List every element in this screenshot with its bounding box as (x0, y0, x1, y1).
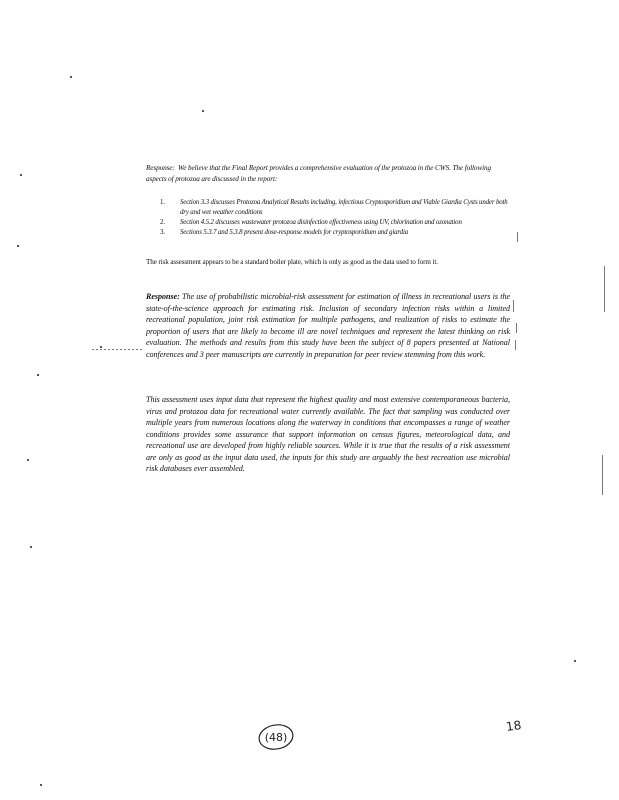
response-paragraph-2 (146, 291, 510, 360)
list-number: 3. (160, 228, 165, 236)
corner-mark: 18 (505, 718, 523, 734)
list-item (160, 218, 512, 228)
scan-speck (27, 459, 29, 461)
page-number-stamp (256, 722, 296, 752)
response-text: The use of probabilistic microbial-risk assessment for estimation of illness in recreational users is the state-of-the-science approach for estimating risk. Inclusion of secondary infection risks within a limited recreational population, joint risk estimation for multiple pathogens, and realization of risks to estimate the proportion of users that are likely to become ill are novel techniques and represent the latest thinking on risk evaluation. The methods and results from this study have been the subject of 8 papers presented at National conferences and 3 peer manuscripts are currently in preparation for peer review stemming from this work. (146, 292, 510, 359)
list-number: 1. (160, 199, 165, 206)
list-item (160, 228, 512, 238)
list-text: Section 3.3 discusses Protozoa Analytical Results including, infectious Cryptosporidium and Viable Giardia Cysts under both dry and wet weather conditions (180, 199, 508, 216)
section-list (160, 198, 512, 238)
response-label: Response: (146, 164, 175, 172)
assessment-paragraph: This assessment uses input data that represent the highest quality and most extensive contemporaneous bacteria, virus and protozoa data for recreational water currently available. The fact that sampling was conducted over multiple years from numerous locations along the waterway in conditions that encompasses a range of weather conditions provides some assurance that support information on census figures, meteorological data, and recreational use are developed from highly reliable sources. While it is true that the results of a risk assessment are only as good as the input data used, the inputs for this study are arguably the best recreation use microbial risk databases ever assembled. (146, 395, 510, 473)
response-text: We believe that the Final Report provides a comprehensive evaluation of the protozoa in the CWS. The following aspects of protozoa are discussed in the report: (146, 164, 491, 183)
scan-speck (40, 784, 42, 786)
list-text: Section 4.5.2 discusses wastewater protozoa disinfection effectiveness using UV, chlorination and ozonation (180, 218, 462, 226)
scan-speck (17, 245, 19, 247)
response-label: Response: (146, 292, 180, 301)
scan-speck (20, 174, 22, 176)
comment-paragraph: The risk assessment appears to be a standard boiler plate, which is only as good as the data used to form it. (146, 258, 438, 266)
scan-speck (100, 346, 102, 348)
scan-rule (515, 340, 516, 350)
scan-rule (513, 300, 514, 312)
scan-speck (574, 660, 576, 662)
scan-speck (37, 374, 39, 376)
scan-rule (602, 455, 603, 495)
scan-rule (604, 266, 605, 312)
list-text: Sections 5.3.7 and 5.3.8 present dose-response models for cryptosporidium and giardia (180, 228, 409, 236)
list-number: 2. (160, 218, 165, 226)
scan-rule (517, 232, 518, 242)
scan-speck (202, 110, 204, 112)
scan-speck (30, 546, 32, 548)
list-item (160, 198, 512, 217)
page-stamp-text: (48) (264, 731, 288, 744)
scan-speck (70, 76, 72, 78)
response-paragraph-1 (146, 163, 510, 184)
scan-rule (92, 349, 144, 350)
circle-stamp-icon (256, 722, 296, 752)
scan-rule (516, 323, 517, 333)
